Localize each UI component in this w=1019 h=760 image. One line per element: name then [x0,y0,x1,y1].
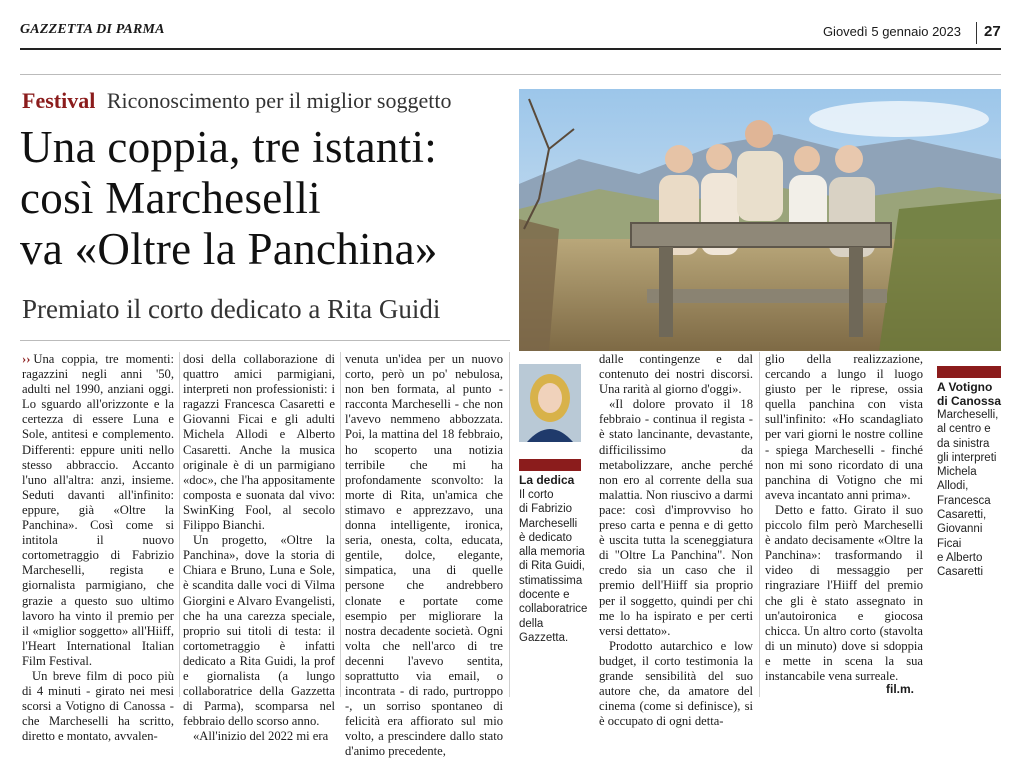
photo-caption-title [937,380,1001,408]
article-column-3 [345,352,503,760]
paragraph: Un progetto, «Oltre la Panchina», dove la storia di Chiara e Bruno, Luna e Sole, è scandita dalle voci di Vilma Giorgini e Alvaro Evangelisti, che ha una carezza speciale, proprio sui titoli di testa: il cortometraggio è infatti dedicato a Rita Guidi, la prof e giornalista (a lungo collaboratrice della Gazzetta di Parma), scomparsa nel febbraio dello scorso anno. [183,533,335,729]
caption-title-line: di Canossa [937,394,1002,408]
caption-line: della [519,617,544,630]
masthead: GAZZETTA DI PARMA [20,22,165,37]
page-number-divider [976,22,977,44]
caption-line: Ficai [937,537,962,550]
caption-line: Michela [937,466,977,479]
headline-line: così Marcheselli [20,173,321,223]
caption-line: al centro e [937,423,991,436]
headline [20,122,510,275]
headline-line: va «Oltre la Panchina» [20,224,438,274]
issue-date: Giovedì 5 gennaio 2023 [822,24,961,39]
caption-line: Francesca [937,494,991,507]
paragraph: glio della realizzazione, cercando a lungo il luogo giusto per le riprese, ossia quella panchina con vista sull'infinito: «Ho scandagliato per vari giorni le nostre colline - spiega Marcheselli - finché non mi sono ricordato di una panchina di Votigno che mi aveva incantato anni prima». [765,352,923,502]
paragraph-bullet-icon: ›› [22,352,31,366]
caption-line: Marcheselli, [937,409,999,421]
paragraph: dosi della collaborazione di quattro amici parmigiani, interpreti non professionisti: i ragazzi Francesca Casaretti e Giovanni Ficai e gli adulti Michela Allodi e Alberto Casaretti. Anche la musica originale è di un parmigiano «doc», che l'ha appositamente composta e suonata dal vivo: SwinKing Fool, al secolo Filippo Bianchi. [183,352,335,533]
header-rule [20,48,1001,50]
paragraph-text: Una coppia, tre momenti: ragazzini negli anni '50, adulti nel 1990, anziani oggi. Lo sguardo all'orizzonte e la certezza di essere Luna e Sole, antitesi e complemento. Differenti: eppure uniti nello stesso abbraccio. Accanto l'uno all'altra: anzi, insieme. Seduti davanti all'infinito: eppure, già «Oltre la Panchina». Così come si intitola il nuovo cortometraggio di Fabrizio Marcheselli, regista e giornalista parmigiano, che grazie a questo suo ultimo lavoro ha vinto il premio per il «miglior soggetto» all'Hiiff, l'Heart International Italian Film Festival. [22,352,174,668]
dedica-caption-bar [519,459,581,471]
photo-caption-text [937,408,1007,580]
article-column-4 [599,352,753,729]
section-tag: Festival [22,88,96,113]
caption-line: Casaretti [937,566,984,579]
caption-line: stimatissima [519,574,583,587]
caption-line: Giovanni [937,523,983,536]
caption-line: di Fabrizio [519,503,573,516]
caption-line: Marcheselli [519,517,578,530]
caption-line: Il corto [519,489,554,501]
subheadline: Premiato il corto dedicato a Rita Guidi [22,294,441,324]
caption-line: collaboratrice [519,603,588,616]
column-divider [340,352,341,697]
caption-line: e Alberto [937,551,983,564]
column-divider [509,352,510,697]
caption-line: docente e [519,589,570,602]
portrait-image [519,364,581,442]
paragraph: Detto e fatto. Girato il suo piccolo film però Marcheselli è andato decisamente «Oltre la Panchina»: trasformando il video di messaggio per ringraziare l'Hiiff del premio che gli è stato assegnato in un'autoironica e giocosa chicca. Un altro corto (stavolta di un minuto) dove si sdoppia e mette in scena la sua instancabile vena surreale. [765,502,923,683]
column-divider [759,352,760,697]
caption-line: Casaretti, [937,509,987,522]
photo-caption-bar [937,366,1001,378]
paragraph: dalle contingenze e dal contenuto dei nostri discorsi. Una rarità al giorno d'oggi». [599,352,753,397]
caption-line: da sinistra [937,437,990,450]
article-column-5 [765,352,923,684]
paragraph [22,352,174,669]
caption-title-line: A Votigno [937,380,993,394]
family-bench-photo-image [519,89,1001,351]
caption-line: gli interpreti [937,451,997,464]
caption-line: di Rita Guidi, [519,560,585,573]
caption-line: è dedicato [519,531,573,544]
article-column-2 [183,352,335,744]
paragraph: «All'inizio del 2022 mi era [193,729,329,744]
paragraph: «Il dolore provato il 18 febbraio - continua il regista - è stato lancinante, devastante, difficilissimo da metabolizzare, anche perché non ero al corrente della sua malattia. Non riuscivo a darmi pace: così d'improvviso ho preso carta e penna e di getto è uscita tutta la sceneggiatura di "Oltre La Panchina". Non credo sia un caso che il premio dell'Hiiff sia proprio per il soggetto, quindi per chi me lo ha ispirato e per certi versi dettato». [599,397,753,638]
caption-line: Allodi, [937,480,969,493]
paragraph: Prodotto autarchico e low budget, il corto testimonia la grande sensibilità del suo autore che, da amatore del cinema (come si definisce), si è occupato di ogni detta- [599,638,753,729]
headline-line: Una coppia, tre istanti: [20,122,438,172]
headline-rule [20,340,510,341]
caption-line: Gazzetta. [519,631,569,644]
paragraph: Un breve film di poco più di 4 minuti - girato nei mesi scorsi a Votigno di Canossa - che Marcheselli ha scritto, diretto e montato, avvalen- [22,668,174,744]
main-photo [519,89,1001,351]
author-signature: fil.m. [886,682,915,696]
kicker-text: Riconoscimento per il miglior soggetto [106,88,452,113]
article-column-1 [22,352,174,744]
page-number: 27 [984,23,1001,40]
rita-guidi-portrait [519,364,581,442]
column-divider [179,352,180,697]
caption-line: alla memoria [519,546,585,559]
paragraph: venuta un'idea per un nuovo corto, però un po' nebulosa, non ben formata, al punto - racconta Marcheselli - che non l'avevo nemmeno abbozzata. Poi, la mattina del 18 febbraio, ho scoperto una notizia terribile che mi ha profondamente sconvolto: la morte di Rita, un'amica che stimavo e apprezzavo, una donna intelligente, ironica, seria, onesta, colta, educata, gentile, dolce, elegante, simpatica, una di quelle persone che andrebbero clonate e portate come esempio per migliorare la nostra decadente società. Ogni volta che nell'arco di tre decenni l'avevo sentita, soprattutto via email, o incontrata - di rado, purtroppo -, un sorriso spontaneo di felicità era affiorato sul mio volto, a prescindere dallo stato d'animo precedente, [345,352,503,759]
dedica-caption-text [519,488,599,645]
kicker [22,88,451,114]
header-thin-rule [20,74,1001,75]
dedica-caption-title: La dedica [519,473,575,487]
